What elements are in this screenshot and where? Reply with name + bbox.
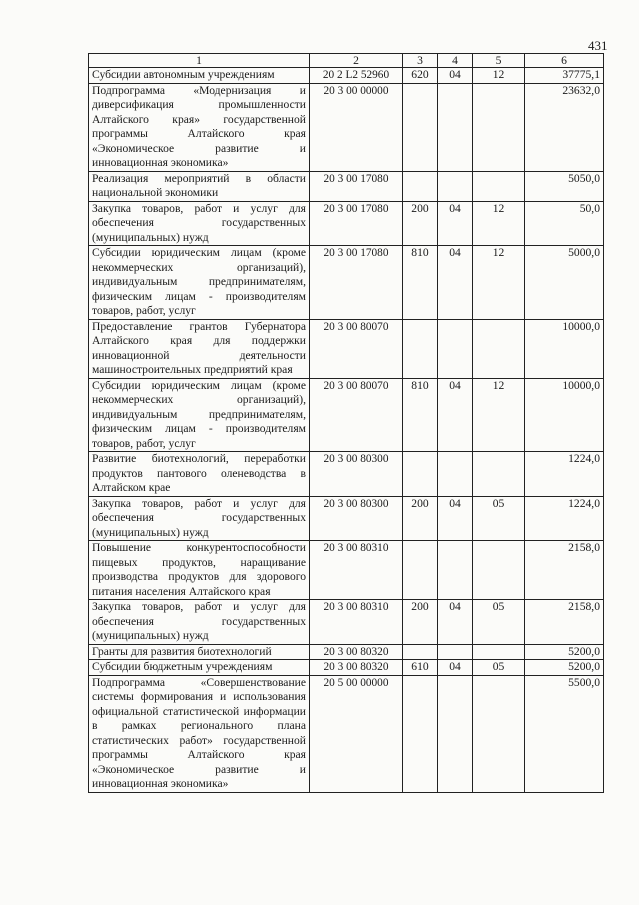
row-name-cell: Закупка товаров, работ и услуг для обеспечения государственных (муниципальных) нужд <box>89 496 310 541</box>
row-amount-cell: 50,0 <box>525 201 604 246</box>
table-row <box>89 83 604 171</box>
row-code-cell: 20 3 00 17080 <box>310 246 403 320</box>
row-col3-cell <box>403 675 438 792</box>
row-col3-cell: 620 <box>403 68 438 84</box>
row-code-cell: 20 3 00 80070 <box>310 378 403 452</box>
table-row <box>89 319 604 378</box>
row-amount-cell: 5200,0 <box>525 660 604 676</box>
row-col4-cell: 04 <box>438 600 473 645</box>
table-row <box>89 541 604 600</box>
row-col5-cell <box>473 319 525 378</box>
row-col4-cell: 04 <box>438 378 473 452</box>
row-col5-cell: 12 <box>473 378 525 452</box>
row-col4-cell: 04 <box>438 68 473 84</box>
header-col-4: 4 <box>438 54 473 68</box>
row-col3-cell: 200 <box>403 496 438 541</box>
row-col5-cell <box>473 171 525 201</box>
row-col3-cell: 810 <box>403 246 438 320</box>
row-amount-cell: 5000,0 <box>525 246 604 320</box>
row-col5-cell: 05 <box>473 660 525 676</box>
row-code-cell: 20 3 00 80300 <box>310 496 403 541</box>
row-col5-cell <box>473 541 525 600</box>
table-row <box>89 452 604 497</box>
table-row <box>89 496 604 541</box>
row-name-cell: Подпрограмма «Совершенствование системы формирования и использования официальной статистической информации в рамках регионального плана статистических работ» государственной программы Алтайского края «Экономическое развитие и инновационная экономика» <box>89 675 310 792</box>
header-col-3: 3 <box>403 54 438 68</box>
table-row <box>89 675 604 792</box>
row-name-cell: Субсидии бюджетным учреждениям <box>89 660 310 676</box>
row-code-cell: 20 3 00 80300 <box>310 452 403 497</box>
table-row <box>89 171 604 201</box>
row-col3-cell: 200 <box>403 201 438 246</box>
header-col-1: 1 <box>89 54 310 68</box>
table-row <box>89 660 604 676</box>
row-col3-cell <box>403 83 438 171</box>
row-col5-cell <box>473 83 525 171</box>
row-name-cell: Гранты для развития биотехнологий <box>89 644 310 660</box>
row-name-cell: Субсидии автономным учреждениям <box>89 68 310 84</box>
page-number: 431 <box>588 38 608 53</box>
row-amount-cell: 10000,0 <box>525 319 604 378</box>
row-col5-cell <box>473 675 525 792</box>
row-amount-cell: 2158,0 <box>525 541 604 600</box>
row-col5-cell: 12 <box>473 68 525 84</box>
row-name-cell: Повышение конкурентоспособности пищевых продуктов, наращивание производства продуктов для здорового питания населения Алтайского края <box>89 541 310 600</box>
table-row <box>89 644 604 660</box>
row-code-cell: 20 3 00 80070 <box>310 319 403 378</box>
table-row <box>89 600 604 645</box>
header-row <box>89 54 604 68</box>
row-amount-cell: 1224,0 <box>525 496 604 541</box>
row-code-cell: 20 3 00 00000 <box>310 83 403 171</box>
row-col4-cell: 04 <box>438 246 473 320</box>
row-col3-cell <box>403 452 438 497</box>
row-col4-cell <box>438 541 473 600</box>
row-col3-cell <box>403 644 438 660</box>
row-col3-cell: 810 <box>403 378 438 452</box>
row-code-cell: 20 3 00 80320 <box>310 660 403 676</box>
row-code-cell: 20 3 00 80320 <box>310 644 403 660</box>
row-amount-cell: 2158,0 <box>525 600 604 645</box>
row-name-cell: Предоставление грантов Губернатора Алтайского края для поддержки инновационной деятельности машиностроительных предприятий края <box>89 319 310 378</box>
row-col4-cell <box>438 452 473 497</box>
row-code-cell: 20 3 00 80310 <box>310 600 403 645</box>
table-row <box>89 68 604 84</box>
row-amount-cell: 37775,1 <box>525 68 604 84</box>
table-row <box>89 246 604 320</box>
row-amount-cell: 10000,0 <box>525 378 604 452</box>
row-col3-cell: 610 <box>403 660 438 676</box>
row-col4-cell <box>438 644 473 660</box>
row-col4-cell <box>438 83 473 171</box>
row-col4-cell: 04 <box>438 201 473 246</box>
row-col3-cell <box>403 541 438 600</box>
table-row <box>89 378 604 452</box>
row-col4-cell: 04 <box>438 496 473 541</box>
row-amount-cell: 1224,0 <box>525 452 604 497</box>
table-body <box>89 68 604 793</box>
row-col3-cell <box>403 319 438 378</box>
row-name-cell: Закупка товаров, работ и услуг для обеспечения государственных (муниципальных) нужд <box>89 201 310 246</box>
row-code-cell: 20 2 L2 52960 <box>310 68 403 84</box>
row-name-cell: Развитие биотехнологий, переработки продуктов пантового оленеводства в Алтайском крае <box>89 452 310 497</box>
row-name-cell: Субсидии юридическим лицам (кроме некоммерческих организаций), индивидуальным предпринимателям, физическим лицам - производителям товаров, работ, услуг <box>89 246 310 320</box>
row-code-cell: 20 3 00 17080 <box>310 201 403 246</box>
row-name-cell: Субсидии юридическим лицам (кроме некоммерческих организаций), индивидуальным предпринимателям, физическим лицам - производителям товаров, работ, услуг <box>89 378 310 452</box>
row-col5-cell <box>473 644 525 660</box>
header-col-5: 5 <box>473 54 525 68</box>
row-code-cell: 20 5 00 00000 <box>310 675 403 792</box>
row-name-cell: Закупка товаров, работ и услуг для обеспечения государственных (муниципальных) нужд <box>89 600 310 645</box>
row-col5-cell: 12 <box>473 246 525 320</box>
row-amount-cell: 5500,0 <box>525 675 604 792</box>
row-col3-cell: 200 <box>403 600 438 645</box>
row-name-cell: Реализация мероприятий в области национальной экономики <box>89 171 310 201</box>
row-col5-cell <box>473 452 525 497</box>
row-col4-cell <box>438 171 473 201</box>
row-col5-cell: 05 <box>473 496 525 541</box>
row-col3-cell <box>403 171 438 201</box>
row-col4-cell <box>438 675 473 792</box>
header-col-6: 6 <box>525 54 604 68</box>
table-row <box>89 201 604 246</box>
row-col5-cell: 05 <box>473 600 525 645</box>
row-amount-cell: 5200,0 <box>525 644 604 660</box>
row-col4-cell: 04 <box>438 660 473 676</box>
header-col-2: 2 <box>310 54 403 68</box>
budget-table <box>88 53 604 793</box>
row-code-cell: 20 3 00 17080 <box>310 171 403 201</box>
row-code-cell: 20 3 00 80310 <box>310 541 403 600</box>
row-col4-cell <box>438 319 473 378</box>
row-name-cell: Подпрограмма «Модернизация и диверсификация промышленности Алтайского края» государственной программы Алтайского края «Экономическое развитие и инновационная экономика» <box>89 83 310 171</box>
row-amount-cell: 23632,0 <box>525 83 604 171</box>
row-col5-cell: 12 <box>473 201 525 246</box>
row-amount-cell: 5050,0 <box>525 171 604 201</box>
